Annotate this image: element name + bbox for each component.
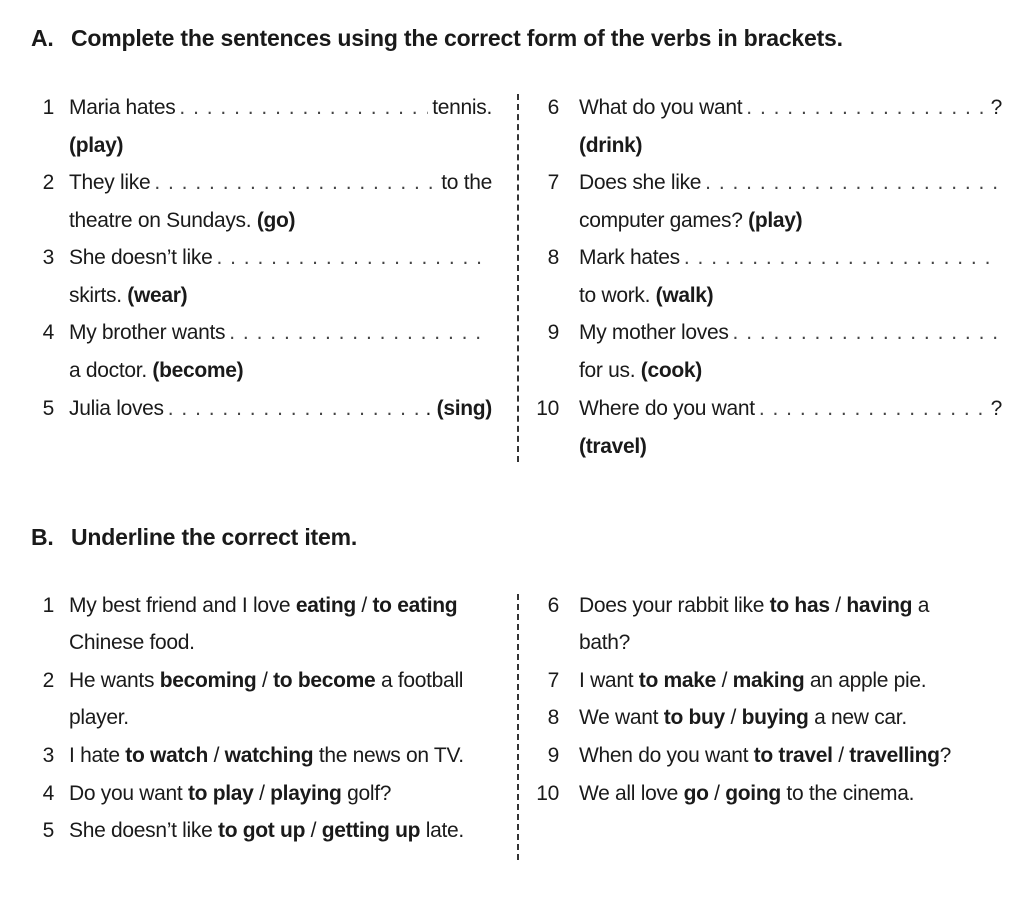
section-b-heading	[31, 524, 357, 551]
a-item-10-line2	[579, 429, 647, 465]
a-item-3	[30, 240, 492, 276]
item-number: 7	[547, 171, 559, 194]
option-separator: /	[708, 782, 726, 805]
item-number: 3	[42, 246, 54, 269]
item-number: 1	[42, 96, 54, 119]
sentence-text-end: late.	[420, 819, 464, 842]
a-item-8-line2	[579, 278, 713, 314]
item-number: 7	[547, 669, 559, 692]
a-item-3-line2	[69, 278, 187, 314]
b-item-6-line2: bath?	[579, 631, 631, 654]
sentence-start: Does she like	[579, 171, 702, 194]
sentence-continuation: for us.	[579, 359, 641, 382]
a-item-2-line2	[69, 203, 295, 239]
a-item-10	[535, 391, 1002, 427]
option-separator: /	[724, 706, 742, 729]
a-item-7-line2	[579, 203, 802, 239]
verb-hint: (cook)	[640, 359, 702, 382]
a-item-9-line2	[579, 353, 702, 389]
sentence-end: ?	[990, 397, 1002, 420]
answer-blank[interactable]	[216, 240, 488, 276]
sentence-text: I want	[579, 669, 639, 692]
option-1[interactable]: to buy	[663, 706, 725, 729]
verb-hint: (play)	[748, 209, 803, 232]
sentence-text-end: an apple pie.	[804, 669, 927, 692]
item-number: 5	[42, 819, 54, 842]
option-1[interactable]: to play	[187, 782, 254, 805]
answer-blank[interactable]	[168, 391, 422, 427]
sentence-text: My best friend and I love	[69, 594, 296, 617]
answer-blank[interactable]	[229, 315, 488, 351]
sentence-end: .	[425, 397, 432, 420]
item-number: 1	[42, 594, 54, 617]
sentence-start: Mark hates	[579, 246, 680, 269]
option-1[interactable]: eating	[295, 594, 356, 617]
verb-hint: (wear)	[127, 284, 188, 307]
sentence-text-end: a	[912, 594, 930, 617]
option-2[interactable]: having	[846, 594, 913, 617]
option-separator: /	[829, 594, 847, 617]
answer-blank[interactable]	[154, 165, 437, 201]
option-2[interactable]: to become	[273, 669, 376, 692]
sentence-end: tennis.	[432, 96, 492, 119]
sentence-text-end: golf?	[341, 782, 392, 805]
option-1[interactable]: to watch	[125, 744, 209, 767]
sentence-end: ?	[990, 96, 1002, 119]
a-item-2	[30, 165, 492, 201]
sentence-text-end: a new car.	[808, 706, 907, 729]
option-2[interactable]: playing	[270, 782, 342, 805]
item-number: 10	[536, 397, 559, 420]
option-2[interactable]: making	[732, 669, 805, 692]
item-number: 2	[42, 669, 54, 692]
option-1[interactable]: becoming	[159, 669, 257, 692]
a-item-6	[535, 90, 1002, 126]
sentence-continuation: a doctor.	[69, 359, 153, 382]
option-2[interactable]: watching	[224, 744, 314, 767]
option-separator: /	[716, 669, 733, 692]
item-number: 9	[547, 744, 559, 767]
option-2[interactable]: going	[725, 782, 781, 805]
item-number: 3	[42, 744, 54, 767]
option-2[interactable]: getting up	[321, 819, 421, 842]
sentence-start: They like	[69, 171, 151, 194]
option-1[interactable]: to got up	[218, 819, 306, 842]
sentence-text-end: the news on TV.	[313, 744, 464, 767]
sentence-text: We want	[579, 706, 664, 729]
sentence-text-end: a football	[375, 669, 464, 692]
answer-blank[interactable]	[759, 391, 987, 427]
verb-hint: (play)	[69, 134, 124, 157]
sentence-continuation: to work.	[579, 284, 656, 307]
sentence-text-end: ?	[939, 744, 952, 767]
answer-blank[interactable]	[705, 165, 998, 201]
section-b-divider	[517, 594, 519, 860]
option-separator: /	[355, 594, 373, 617]
a-item-5	[30, 391, 492, 427]
sentence-continuation: computer games?	[579, 209, 749, 232]
sentence-start: My brother wants	[69, 321, 226, 344]
sentence-start: Julia loves	[69, 397, 164, 420]
section-a-title: Complete the sentences using the correct form of the verbs in brackets.	[71, 25, 843, 51]
item-number: 2	[42, 171, 54, 194]
verb-hint: (walk)	[655, 284, 714, 307]
answer-blank[interactable]	[684, 240, 998, 276]
item-number: 6	[547, 96, 559, 119]
item-number: 6	[547, 594, 559, 617]
a-item-6-line2	[579, 128, 642, 164]
section-a-heading	[31, 25, 843, 52]
section-a-divider	[517, 94, 519, 462]
option-1[interactable]: to make	[638, 669, 717, 692]
option-2[interactable]: travelling	[849, 744, 940, 767]
answer-blank[interactable]	[733, 315, 998, 351]
verb-hint: (sing)	[436, 397, 492, 420]
b-item-2-line2: player.	[69, 706, 129, 729]
option-separator: /	[208, 744, 225, 767]
sentence-continuation: theatre on Sundays.	[69, 209, 257, 232]
b-item-1-line2: Chinese food.	[69, 631, 195, 654]
sentence-text: Does your rabbit like	[579, 594, 770, 617]
item-number: 8	[547, 706, 559, 729]
sentence-start: My mother loves	[579, 321, 729, 344]
sentence-text: I hate	[69, 744, 126, 767]
a-item-1-line2	[69, 128, 123, 164]
verb-hint: (drink)	[579, 134, 643, 157]
option-separator: /	[832, 744, 850, 767]
answer-blank[interactable]	[746, 90, 986, 126]
item-number: 8	[547, 246, 559, 269]
a-item-9	[535, 315, 1002, 351]
item-number: 4	[42, 782, 54, 805]
answer-blank[interactable]	[179, 90, 428, 126]
a-item-4	[30, 315, 492, 351]
option-2[interactable]: buying	[741, 706, 809, 729]
option-separator: /	[256, 669, 274, 692]
verb-hint: (become)	[152, 359, 244, 382]
option-separator: /	[253, 782, 271, 805]
item-number: 9	[547, 321, 559, 344]
a-item-4-line2	[69, 353, 243, 389]
item-number: 5	[42, 397, 54, 420]
sentence-text: Do you want	[69, 782, 188, 805]
option-1[interactable]: to has	[769, 594, 830, 617]
item-number: 4	[42, 321, 54, 344]
section-b-title: Underline the correct item.	[71, 524, 358, 550]
a-item-7	[535, 165, 1002, 201]
sentence-start: What do you want	[579, 96, 743, 119]
option-1[interactable]: go	[683, 782, 709, 805]
verb-hint: (go)	[256, 209, 296, 232]
sentence-text: When do you want	[579, 744, 754, 767]
sentence-start: Where do you want	[579, 397, 755, 420]
sentence-continuation: skirts.	[69, 284, 128, 307]
option-separator: /	[305, 819, 322, 842]
sentence-text: He wants	[69, 669, 160, 692]
sentence-text: We all love	[579, 782, 684, 805]
item-number: 10	[536, 782, 559, 805]
verb-hint: (travel)	[579, 435, 647, 458]
option-1[interactable]: to travel	[753, 744, 833, 767]
sentence-text: She doesn’t like	[69, 819, 218, 842]
sentence-start: Maria hates	[69, 96, 176, 119]
sentence-start: She doesn’t like	[69, 246, 213, 269]
a-item-1	[30, 90, 492, 126]
option-2[interactable]: to eating	[372, 594, 458, 617]
section-a-letter: A.	[31, 25, 54, 51]
a-item-8	[535, 240, 1002, 276]
sentence-text-end: to the cinema.	[780, 782, 915, 805]
section-b-letter: B.	[31, 524, 54, 550]
sentence-end: to the	[441, 171, 492, 194]
